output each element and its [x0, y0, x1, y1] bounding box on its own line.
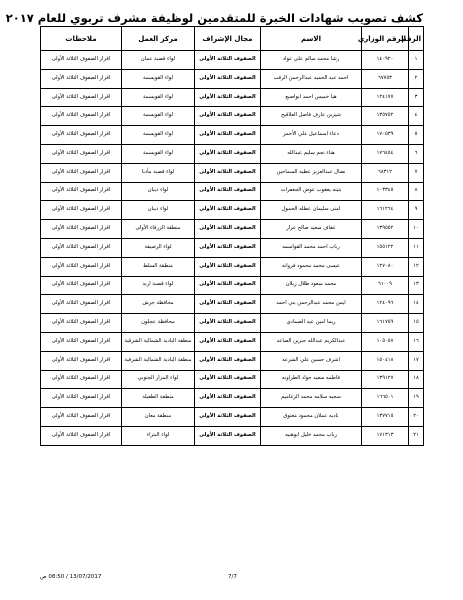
cell-num: ١٦: [409, 332, 424, 351]
cell-name: فاطمه سعيد جواد الطراونه: [261, 370, 362, 389]
header-center: مركز العمل: [122, 27, 195, 51]
cell-num: ٩: [409, 201, 424, 220]
cell-name: ريما امين عيد الصمادي: [261, 314, 362, 333]
cell-center: لواء ذيبان: [122, 182, 195, 201]
cell-notes: اقرار الصفوف الثلاثة الأولى: [41, 276, 122, 295]
cell-num: ٧: [409, 163, 424, 182]
cell-serial: ١٣٩٥٥٢: [362, 220, 409, 239]
cell-center: لواء قصبة عمان: [122, 51, 195, 70]
cell-center: لواء القويسمة: [122, 88, 195, 107]
cell-name: شيرين عارف فاضل العلاقيح: [261, 107, 362, 126]
cell-center: منطقة الطفيلة: [122, 389, 195, 408]
cell-field: الصفوف الثلاثة الأولى: [195, 426, 261, 445]
cell-notes: اقرار الصفوف الثلاثة الأولى: [41, 314, 122, 333]
cell-name: امنى سليمان عطله الحمول: [261, 201, 362, 220]
table-row: [41, 51, 424, 70]
cell-serial: ١٥٠٤١٨: [362, 351, 409, 370]
cell-num: ٥: [409, 126, 424, 145]
cell-num: ٢٠: [409, 408, 424, 427]
cell-notes: اقرار الصفوف الثلاثة الأولى: [41, 182, 122, 201]
cell-notes: اقرار الصفوف الثلاثة الأولى: [41, 163, 122, 182]
cell-notes: اقرار الصفوف الثلاثة الأولى: [41, 370, 122, 389]
cell-center: منطقة البادية الشمالية الشرقية: [122, 332, 195, 351]
cell-serial: ١٦٦٥٠١: [362, 389, 409, 408]
cell-num: ١٨: [409, 370, 424, 389]
cell-serial: ١٦١٧٥٩: [362, 314, 409, 333]
cell-serial: ١٠٥٠٥٧: [362, 332, 409, 351]
cell-serial: ١٥٥١٢٢: [362, 238, 409, 257]
cell-num: ١٣: [409, 276, 424, 295]
cell-notes: اقرار الصفوف الثلاثة الأولى: [41, 220, 122, 239]
cell-field: الصفوف الثلاثة الأولى: [195, 201, 261, 220]
cell-notes: اقرار الصفوف الثلاثة الأولى: [41, 201, 122, 220]
cell-num: ٤: [409, 107, 424, 126]
cell-serial: ١٧٦٤٥٤: [362, 144, 409, 163]
cell-center: محافظة عجلون: [122, 314, 195, 333]
cell-center: منطقة الزرقاء الأولى: [122, 220, 195, 239]
header-num: الرقم: [409, 27, 424, 51]
cell-field: الصفوف الثلاثة الأولى: [195, 238, 261, 257]
header-field: مجال الإشراف: [195, 27, 261, 51]
header-name: الاسم: [261, 27, 362, 51]
cell-name: هناء نجم سليم عبدالله: [261, 144, 362, 163]
cell-center: لواء القويسمة: [122, 144, 195, 163]
cell-notes: اقرار الصفوف الثلاثة الأولى: [41, 126, 122, 145]
cell-serial: ١٧٠٥٣٩: [362, 126, 409, 145]
table-row: [41, 276, 424, 295]
cell-field: الصفوف الثلاثة الأولى: [195, 389, 261, 408]
cell-num: ١٤: [409, 295, 424, 314]
cell-field: الصفوف الثلاثة الأولى: [195, 332, 261, 351]
cell-name: بثينه يعقوب عوض الجعفرات: [261, 182, 362, 201]
cell-field: الصفوف الثلاثة الأولى: [195, 69, 261, 88]
table-row: [41, 408, 424, 427]
cell-name: نضال عبدالعزيز عطيه السماحين: [261, 163, 362, 182]
cell-serial: ١٣٩١٢٧: [362, 370, 409, 389]
cell-field: الصفوف الثلاثة الأولى: [195, 314, 261, 333]
table-row: [41, 389, 424, 408]
cell-center: منطقة البادية الشمالية الشرقية: [122, 351, 195, 370]
cell-serial: ٦٧٧٥٣: [362, 69, 409, 88]
table-row: [41, 351, 424, 370]
cell-serial: ٦١٠٠٩: [362, 276, 409, 295]
document-title: كشف تصويب شهادات الخبرة للمتقدمين لوظيفة مشرف تربوي للعام ٢٠١٧: [5, 11, 423, 25]
cell-name: رباب احمد محمد القواسمه: [261, 238, 362, 257]
cell-notes: اقرار الصفوف الثلاثة الأولى: [41, 107, 122, 126]
print-datetime: 13/07/2017 / 08:50 ص: [40, 574, 102, 580]
cell-serial: ١٦١٢٦٤: [362, 201, 409, 220]
cell-field: الصفوف الثلاثة الأولى: [195, 408, 261, 427]
table-row: [41, 257, 424, 276]
table-header-row: [41, 27, 424, 51]
cell-num: ١٢: [409, 257, 424, 276]
table-row: [41, 295, 424, 314]
cell-num: ١١: [409, 238, 424, 257]
cell-notes: اقرار الصفوف الثلاثة الأولى: [41, 332, 122, 351]
table-row: [41, 370, 424, 389]
cell-field: الصفوف الثلاثة الأولى: [195, 88, 261, 107]
cell-field: الصفوف الثلاثة الأولى: [195, 295, 261, 314]
cell-field: الصفوف الثلاثة الأولى: [195, 351, 261, 370]
cell-center: لواء القويسمة: [122, 107, 195, 126]
cell-name: رباب محمد خليل ابوهنيه: [261, 426, 362, 445]
cell-center: لواء الرصيفة: [122, 238, 195, 257]
table-row: [41, 182, 424, 201]
cell-name: ناديه عملان محمود معتوق: [261, 408, 362, 427]
cell-name: عفاف سعيد صالح عزار: [261, 220, 362, 239]
cell-name: دعاء اسماعيل علي الأحمر: [261, 126, 362, 145]
cell-field: الصفوف الثلاثة الأولى: [195, 163, 261, 182]
cell-notes: اقرار الصفوف الثلاثة الأولى: [41, 295, 122, 314]
cell-name: هيا خميس احمد ابواصبع: [261, 88, 362, 107]
cell-name: سجيه سلامه محمد الزغاميم: [261, 389, 362, 408]
table-row: [41, 426, 424, 445]
cell-notes: اقرار الصفوف الثلاثة الأولى: [41, 88, 122, 107]
header-notes: ملاحظات: [41, 27, 122, 51]
cell-name: احمد عبد الحميد عبدالرحمن الرقب: [261, 69, 362, 88]
cell-serial: ١٣٥٧٥٢: [362, 107, 409, 126]
table-row: [41, 220, 424, 239]
cell-name: اشرف حسين علي الشرعه: [261, 351, 362, 370]
cell-num: ١: [409, 51, 424, 70]
cell-center: لواء ذيبان: [122, 201, 195, 220]
page-number: 7/7: [228, 574, 237, 580]
cell-notes: اقرار الصفوف الثلاثة الأولى: [41, 389, 122, 408]
cell-field: الصفوف الثلاثة الأولى: [195, 220, 261, 239]
cell-serial: ١٢٤٠٩٦: [362, 295, 409, 314]
cell-notes: اقرار الصفوف الثلاثة الأولى: [41, 144, 122, 163]
cell-center: لواء القويسمة: [122, 126, 195, 145]
cell-num: ١٧: [409, 351, 424, 370]
table-row: [41, 144, 424, 163]
cell-name: محمد سعود طلال زبلان: [261, 276, 362, 295]
candidates-table: [40, 26, 424, 446]
table-row: [41, 201, 424, 220]
table-row: [41, 332, 424, 351]
cell-center: لواء المزار الجنوبي: [122, 370, 195, 389]
table-row: [41, 163, 424, 182]
cell-center: منطقة معان: [122, 408, 195, 427]
cell-name: رشا محمد سالم علي عواد: [261, 51, 362, 70]
cell-serial: ٦٨٣١٢: [362, 163, 409, 182]
cell-num: ١٩: [409, 389, 424, 408]
cell-serial: ١٠٣٣٤٥: [362, 182, 409, 201]
cell-field: الصفوف الثلاثة الأولى: [195, 51, 261, 70]
header-serial: الرقم الوزاري: [362, 27, 409, 51]
cell-center: لواء قصبة مأدبا: [122, 163, 195, 182]
cell-notes: اقرار الصفوف الثلاثة الأولى: [41, 51, 122, 70]
cell-num: ٣: [409, 88, 424, 107]
cell-center: لواء القويسمة: [122, 69, 195, 88]
cell-field: الصفوف الثلاثة الأولى: [195, 257, 261, 276]
cell-serial: ١٣٧٧١٥: [362, 408, 409, 427]
cell-serial: ١٢٧٠٨٠: [362, 257, 409, 276]
cell-center: منطقة السلط: [122, 257, 195, 276]
cell-notes: اقرار الصفوف الثلاثة الأولى: [41, 238, 122, 257]
cell-field: الصفوف الثلاثة الأولى: [195, 107, 261, 126]
cell-notes: اقرار الصفوف الثلاثة الأولى: [41, 69, 122, 88]
table-row: [41, 126, 424, 145]
table-row: [41, 69, 424, 88]
cell-name: عيسى محمد محمود فروانه: [261, 257, 362, 276]
cell-notes: اقرار الصفوف الثلاثة الأولى: [41, 257, 122, 276]
cell-notes: اقرار الصفوف الثلاثة الأولى: [41, 351, 122, 370]
table-row: [41, 88, 424, 107]
cell-serial: ١٢٤١٧٧: [362, 88, 409, 107]
cell-num: ٦: [409, 144, 424, 163]
cell-notes: اقرار الصفوف الثلاثة الأولى: [41, 426, 122, 445]
cell-name: عبدالكريم عبدالله جبرين الصاعد: [261, 332, 362, 351]
table-row: [41, 238, 424, 257]
table-row: [41, 107, 424, 126]
cell-field: الصفوف الثلاثة الأولى: [195, 370, 261, 389]
cell-center: لواء البتراء: [122, 426, 195, 445]
cell-serial: ١٧١٣١٣: [362, 426, 409, 445]
cell-num: ٢١: [409, 426, 424, 445]
cell-num: ٢: [409, 69, 424, 88]
cell-center: لواء قصبة اربد: [122, 276, 195, 295]
cell-center: محافظة جرش: [122, 295, 195, 314]
cell-field: الصفوف الثلاثة الأولى: [195, 276, 261, 295]
cell-notes: اقرار الصفوف الثلاثة الأولى: [41, 408, 122, 427]
cell-serial: ١٤٠٩٢٠: [362, 51, 409, 70]
cell-field: الصفوف الثلاثة الأولى: [195, 182, 261, 201]
cell-field: الصفوف الثلاثة الأولى: [195, 126, 261, 145]
cell-num: ١٠: [409, 220, 424, 239]
cell-num: ١٥: [409, 314, 424, 333]
table-row: [41, 314, 424, 333]
cell-field: الصفوف الثلاثة الأولى: [195, 144, 261, 163]
cell-name: ايمن محمد عبدالرحمن بني احمد: [261, 295, 362, 314]
cell-num: ٨: [409, 182, 424, 201]
